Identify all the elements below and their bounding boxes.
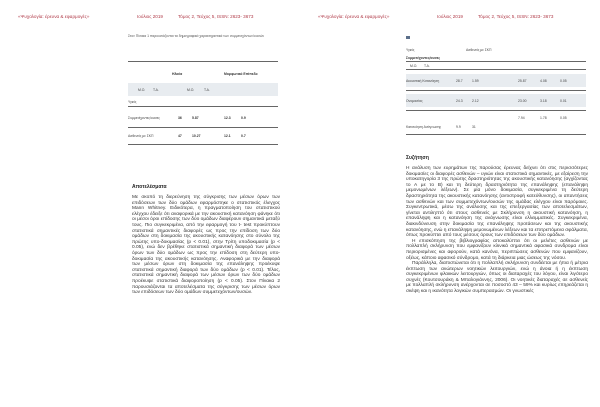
table-cell: 4.08	[540, 79, 547, 83]
discussion-text	[406, 166, 588, 295]
table-cell: 0.01	[560, 99, 567, 103]
table-rule	[406, 69, 586, 70]
col-header-patients: Ασθενείς με ΣΚΠ	[466, 48, 492, 52]
group-label: Υγιείς	[406, 48, 415, 52]
table-cell: 12.3	[224, 116, 231, 120]
table-cell: 9.9	[456, 125, 461, 129]
discussion-paragraph: Η επισκόπηση της βιβλιογραφίας αποκαλύπτει ότι οι μελέτες ασθενών με πολλαπλή σκλήρυνση που εμφανίζουν κλινικά σημαντικά αφασικά συνδρομα είναι περιορισμένες και αφορούν, κατά κανόνα, περιπτώσεις ασθενών που εμφανίζουν, οξέως, κάποιο αφασικό σύνδρομο, κατά τη διάρκεια μιας ώσεως της νόσου.	[406, 238, 588, 261]
table-caption: Στον Πίνακα 1 παρουσιάζονται τα δημογραφικά χαρακτηριστικά των συμμετεχόντων/ουσών	[128, 34, 265, 38]
table-cell: 23.00	[518, 99, 527, 103]
table-cell: 12.1	[224, 134, 231, 138]
row-label: Ασθενείς με ΣΚΠ	[128, 134, 154, 138]
issue-date: Ιούλιος 2019	[437, 14, 463, 19]
journal-title: «Ψυχολογία: έρευνα & εφαρμογές»	[18, 14, 90, 19]
table-cell: 0.05	[560, 116, 567, 120]
subheader-sd: Τ.Α.	[424, 64, 430, 68]
table-rule	[128, 144, 278, 145]
table-rule	[406, 61, 586, 62]
table-cell: 31	[472, 125, 476, 129]
table-cell: 0.7	[241, 134, 246, 138]
table-rule	[406, 134, 586, 135]
subheader-mean: Μ.Ο.	[138, 88, 146, 92]
results-table	[406, 42, 586, 144]
group-label: Υγιείς	[128, 100, 137, 104]
discussion-heading: Συζήτηση	[406, 155, 429, 161]
table-cell: 28.7	[456, 79, 463, 83]
subheader-mean: Μ.Ο.	[187, 88, 195, 92]
table-cell: 0.9	[241, 116, 246, 120]
row-label: Ακουστική Κατανόηση	[406, 79, 440, 83]
table-cell: 47	[178, 134, 182, 138]
table-cell: 5.87	[192, 116, 199, 120]
results-heading: Αποτελέσματα	[132, 184, 167, 190]
table-mark	[406, 36, 410, 39]
results-paragraph: Με σκοπό τη διερεύνηση της σύγκρισης των μέσων όρων των επιδόσεων των δύο ομάδων εφαρμόστηκε ο στατιστικός έλεγχος Mann Whitney. Ειδικότερα, η πραγματοποίηση του στατιστικού ελέγχου έδειξε ότι αναφορικά με την ακουστική κατανόηση φάνηκε ότι οι μέσοι όροι επίδοσης των δύο ομάδων διαφέρουν σημαντικά μεταξύ τους. Πιο συγκεκριμένα, από την εφαρμογή του t- test προκύπτουν στατιστικά σημαντικές διαφορές ως προς την επίδοση των δύο ομάδων στη δοκιμασία της ακουστικής κατανόησης στο σύνολο της πρώτης υπο-δοκιμασίας (p < 0.01), στην Τρίτη υποδοκιμασία (p < 0.05), ενώ δεν βρέθηκε στατιστικά σημαντική διαφορά των μέσων όρων των δύο ομάδων ως προς την επίδοση στη δεύτερη υπο-δοκιμασία της ακουστικής κατανόησης. Αναφορικά με την διαφορά των μέσων όρων στη δοκιμασία της επανάληψης προέκυψε στατιστικά σημαντική διαφορά των δύο ομάδων (p < 0.01). Τέλος, στατιστικά σημαντική διαφορά των μέσων όρων των δύο ομάδων προέκυψε στατιστικά διαφοροποίηση (p < 0.05). Στον Πίνακα 2 παρουσιάζονται τα αποτελέσματα της σύγκρισης των μέσων όρων των επιδόσεων των δύο ομάδων συμμετεχόντων/ουσών.	[132, 195, 280, 296]
results-text	[132, 195, 280, 296]
table-cell: 0.05	[560, 79, 567, 83]
table-subheader-band	[128, 83, 278, 96]
table-rule	[128, 61, 278, 62]
table-cell: 10.27	[192, 134, 201, 138]
col-header-age: Ηλικία	[172, 72, 183, 76]
table-cell: 24.3	[456, 99, 463, 103]
table-rule	[406, 110, 586, 111]
table-cell: 1.59	[472, 79, 479, 83]
table-cell: 3.18	[540, 99, 547, 103]
row-label: Συμμετέχοντες/ουσες	[128, 116, 160, 120]
table-cell: 1.78	[540, 116, 547, 120]
participants-label: Συμμετέχοντες/ουσες	[406, 56, 441, 60]
volume-info: Τόμος 2, Τεύχος 5, ISSN: 2623- 3673	[478, 14, 554, 19]
table-cell: 25.87	[518, 79, 527, 83]
table-rule	[406, 90, 586, 91]
col-header-education: Μορφωτικό Επίπεδο	[224, 72, 258, 76]
table-cell: 2.12	[472, 99, 479, 103]
row-label: Ονομασίας	[406, 99, 423, 103]
subheader-sd: Τ.Α.	[153, 88, 159, 92]
row-label: Κατανόηση Ανάγνωσης	[406, 125, 442, 129]
table-rule	[128, 106, 278, 107]
table-row-band	[406, 94, 586, 107]
table-cell: 36	[178, 116, 182, 120]
issue-date: Ιούλιος 2019	[137, 14, 163, 19]
subheader-sd: Τ.Α.	[204, 88, 210, 92]
table-rule	[128, 127, 278, 128]
journal-title: «Ψυχολογία: έρευνα & εφαρμογές»	[318, 14, 390, 19]
table-cell: 7.94	[518, 116, 525, 120]
demographics-table	[128, 34, 278, 152]
subheader-mean: Μ.Ο.	[410, 64, 418, 68]
discussion-paragraph: Η ανάλυση των ευρημάτων της παρούσας έρευνας δείχνει ότι στις περισσότερες δοκιμασίες οι διαφορές ασθενών – υγιών είναι στατιστικά σημαντικές, με εξαίρεση την υποκατηγορία 3 της πρώτης δραστηριότητας της ακουστικής κατανόησης (αγχίζοντας το Α με το Β) και τη δεύτερη δραστηριότητα της επανάληψης (επανάληψη μεμονωμένων λέξεων). Σε μία μόνο δοκιμασία, συγκεκριμένα τη δεύτερη δραστηριότητα της ακουστικής κατανόησης (αντιστροφή κατεύθυνσης), οι απαντήσεις των ασθενών και των συμμετεχόντων/ουσών της ομάδας ελέγχου είναι παρόμοιες. Συγκεντρωτικά, μέσω της ανάλυσης και της επεξεργασίας των αποτελεσμάτων, γίνεται αντιληπτό ότι στους ασθενείς με Σκλήρυνση η ακουστική κατανόηση, η επανάληψη και η κατανόηση της ανάγνωσης είναι ελλειμματικές. Συγκεκριμένα, διακινδύνευση στην δοκιμασία της επανάληψης προτάσεων και της ακουστικής κατανόησης, ενώ η επανάληψη μεμονωμένων λέξεων και τα επιτρεπόμενα σφάλματα, όπως προκύπτει από τους μέσους όρους των επιδόσεων των δύο ομάδων.	[406, 166, 588, 239]
volume-info: Τόμος 2, Τεύχος 5, ISSN: 2623- 3673	[178, 14, 254, 19]
discussion-paragraph: Παράλληλα, διαπιστώνεται ότι η πολλαπλή σκλήρυνση συνδέεται με ήπια ή μέτρια έκπτωση των ανώτερων νοητικών λειτουργιών, ενώ η άνοια ή η έκπτωση συγκεκριμένων φλοιικών λειτουργιών, όπως οι διαταραχές του λόγου, είναι λιγότερο συχνές (Κουτσουράκη & Μπαλογιάννης, 2006). Οι νοητικές διαταραχές σε ασθενείς με πολλαπλή σκλήρυνση ανέρχονται σε ποσοστό 43 – 59% και κυρίως επηρεάζεται η σκέψη και η ικανότητα λογικών συμπερασμών. Οι γνωστικές	[406, 261, 588, 295]
